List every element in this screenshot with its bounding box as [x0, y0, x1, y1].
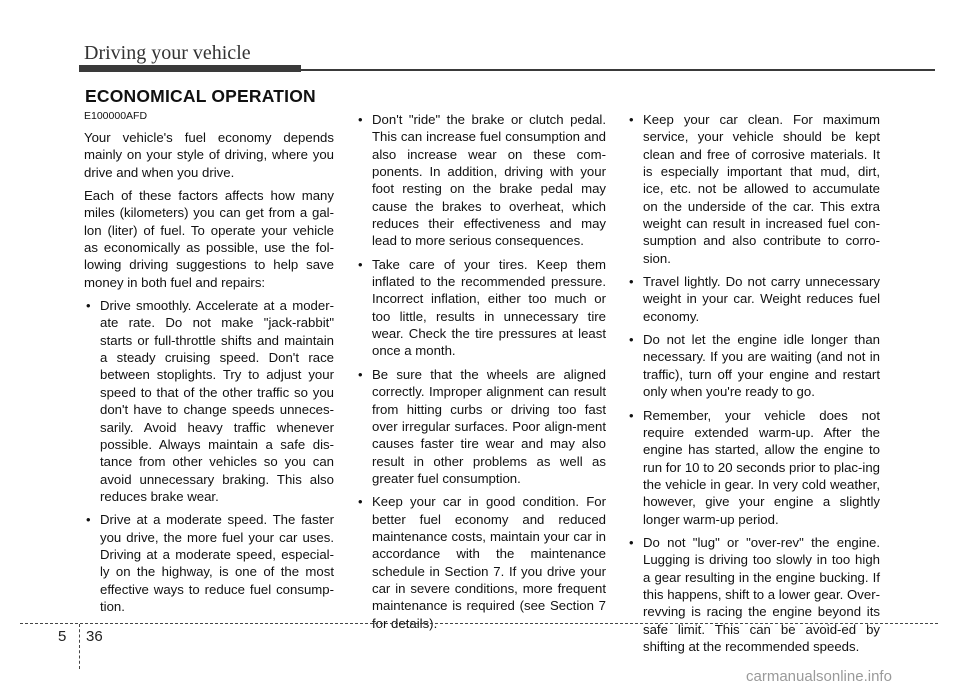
bullet-icon: •	[358, 256, 363, 272]
section-code: E100000AFD	[84, 110, 148, 122]
tip-item	[356, 256, 606, 360]
tip-text: Drive at a moderate speed. The faster you drive, the more fuel your car uses. Driving at a moderate speed, especial-ly on the highway, is one of the most effective ways to reduce fuel consump-tion.	[100, 512, 334, 614]
chapter-number: 5	[58, 628, 67, 645]
tip-item	[627, 331, 880, 400]
tip-item	[627, 407, 880, 528]
bullet-icon: •	[629, 112, 634, 127]
tip-text: Take care of your tires. Keep them inflated to the recommended pressure. Incorrect inflation, either too much or too little, results in unnecessary tire wear. Check the tire pressures at least once a month.	[372, 256, 606, 359]
bullet-icon: •	[629, 534, 634, 550]
header-rule-thick	[79, 65, 301, 72]
tip-item	[356, 111, 606, 250]
tip-text: Do not let the engine idle longer than necessary. If you are waiting (and not in traffic), turn off your engine and restart only when you're ready to go.	[643, 332, 880, 400]
chapter-title: Driving your vehicle	[84, 42, 251, 64]
tip-item	[356, 366, 606, 487]
tip-text: Don't "ride" the brake or clutch pedal. This can increase fuel consumption and also increase wear on these com-ponents. In addition, driving with your foot resting on the brake pedal may cause the brakes to overheat, which reduces their effectiveness and may lead to more serious consequences.	[372, 112, 606, 249]
footer-rule	[20, 623, 938, 624]
bullet-icon: •	[358, 112, 363, 127]
tip-item	[627, 273, 880, 325]
bullet-icon: •	[86, 298, 91, 314]
page-number: 36	[86, 628, 103, 645]
tip-item	[356, 493, 606, 632]
column-2	[356, 111, 606, 638]
bullet-icon: •	[629, 407, 634, 423]
bullet-icon: •	[629, 332, 634, 348]
tips-list	[84, 297, 334, 615]
tips-list	[627, 111, 880, 655]
intro-paragraph: Each of these factors affects how many miles (kilometers) you can get from a gal-lon (liter) of fuel. To operate your vehicle as economically as possible, use the fol-lowing driving suggestions to help save money in both fuel and repairs:	[84, 188, 334, 290]
tip-text: Travel lightly. Do not carry unnecessary weight in your car. Weight reduces fuel economy.	[643, 274, 880, 324]
tip-text: Remember, your vehicle does not require extended warm-up. After the engine has started, allow the engine to run for 10 to 20 seconds prior to plac-ing the vehicle in gear. In very cold weather, however, give your engine a slightly longer warm-up period.	[643, 407, 880, 527]
bullet-icon: •	[358, 366, 363, 382]
tip-text: Be sure that the wheels are aligned correctly. Improper alignment can result from hitting curbs or driving too fast over irregular surfaces. Poor align-ment causes faster tire wear and may also result in other problems as well as greater fuel consumption.	[372, 366, 606, 486]
watermark[interactable]: carmanualsonline.info	[746, 668, 892, 685]
header-rule-thin	[301, 69, 935, 71]
tip-text: Drive smoothly. Accelerate at a moder-ate rate. Do not make "jack-rabbit" starts or full-throttle shifts and maintain a steady cruising speed. Don't race between stoplights. Try to adjust your speed to that of the other traffic so you don't have to change speeds unneces-sarily. Avoid heavy traffic whenever possible. Always maintain a safe dis-tance from other vehicles so you can avoid unnecessary braking. This also reduces brake wear.	[100, 298, 334, 504]
intro-paragraph: Your vehicle's fuel economy depends mainly on your style of driving, where you drive and when you drive.	[84, 130, 334, 180]
column-1	[84, 111, 334, 621]
tip-text: Keep your car clean. For maximum service, your vehicle should be kept clean and free of corrosive materials. It is especially important that mud, dirt, ice, etc. not be allowed to accumulate on the underside of the car. This extra weight can result in increased fuel con-sumption and also contribute to corro-sion.	[643, 112, 880, 266]
tip-item	[84, 297, 334, 505]
section-title: ECONOMICAL OPERATION	[85, 86, 316, 106]
bullet-icon: •	[629, 274, 634, 290]
tip-text: Keep your car in good condition. For better fuel economy and reduced maintenance costs, maintain your car in accordance with the maintenance schedule in Section 7. If you drive your car in severe conditions, more frequent maintenance is required (see Section 7 for details).	[372, 494, 606, 631]
tip-item	[627, 534, 880, 655]
bullet-icon: •	[358, 494, 363, 510]
tip-item	[84, 511, 334, 615]
column-3	[627, 111, 880, 661]
footer-divider	[79, 624, 80, 669]
bullet-icon: •	[86, 512, 91, 528]
tip-text: Do not "lug" or "over-rev" the engine. Lugging is driving too slowly in too high a gear resulting in the engine bucking. If this happens, shift to a lower gear. Over-revving is racing the engine beyond its safe limit. This can be avoid-ed by shifting at the recommended speeds.	[643, 534, 880, 654]
tip-item	[627, 111, 880, 267]
tips-list	[356, 111, 606, 632]
